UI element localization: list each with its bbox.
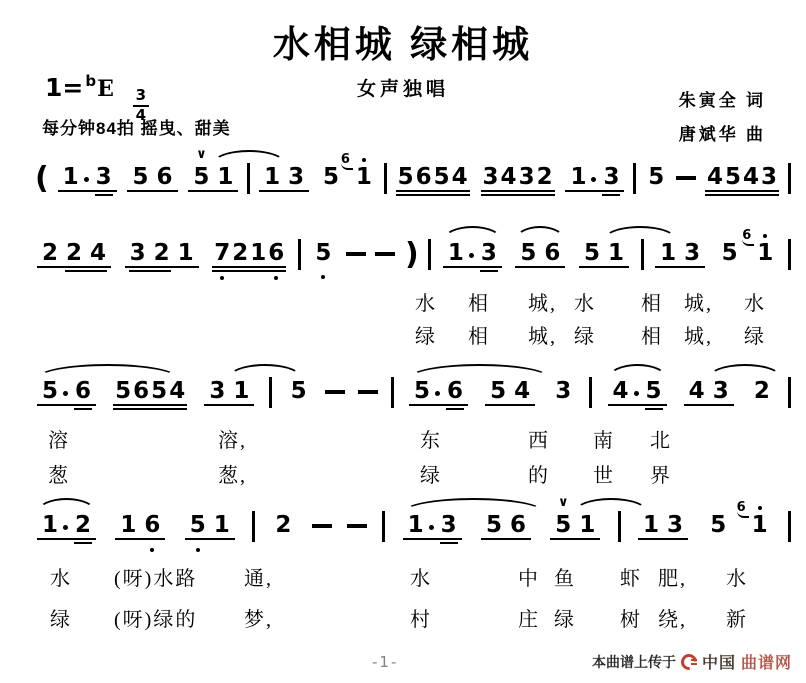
note: 5 bbox=[323, 164, 340, 190]
lyric-syllable: 绿 bbox=[574, 326, 596, 348]
barline bbox=[641, 239, 644, 270]
barline bbox=[391, 377, 394, 408]
sustain-dash bbox=[347, 524, 367, 528]
sixteenth-beam bbox=[65, 270, 107, 272]
note: 3 bbox=[603, 164, 620, 190]
note: 1 bbox=[42, 512, 59, 538]
sustain-dash bbox=[375, 252, 395, 256]
note: 5 bbox=[42, 378, 59, 404]
beam-group bbox=[513, 242, 567, 273]
barline bbox=[788, 511, 791, 542]
beam-group bbox=[483, 380, 537, 411]
performance-type: 女声独唱 bbox=[356, 79, 449, 100]
lyric-syllable: 北 bbox=[650, 430, 672, 452]
note-token bbox=[550, 380, 576, 411]
barline bbox=[633, 163, 636, 194]
slur-arc bbox=[409, 364, 550, 378]
note-token bbox=[742, 228, 778, 273]
beam-group bbox=[257, 166, 311, 197]
parenthesis: ( bbox=[35, 160, 49, 196]
beam-group bbox=[653, 242, 707, 273]
note-token bbox=[310, 242, 336, 273]
beam-group bbox=[548, 495, 602, 545]
barline bbox=[618, 511, 621, 542]
lyric-syllable: 水 bbox=[744, 293, 766, 315]
beam-group bbox=[113, 514, 167, 545]
note: 3 bbox=[666, 512, 683, 538]
note-token bbox=[286, 380, 312, 411]
note: 2 bbox=[753, 378, 770, 404]
note: 6 bbox=[268, 242, 284, 265]
high-octave-dot bbox=[758, 506, 762, 510]
lyric-syllable: 的 bbox=[528, 465, 550, 487]
beam-group bbox=[479, 166, 557, 197]
note: 1 bbox=[642, 512, 659, 538]
note: 2 bbox=[275, 512, 292, 538]
lyric-syllable: 绿 bbox=[420, 465, 442, 487]
lyric-syllable: 葱 bbox=[48, 465, 70, 487]
note: 5 bbox=[645, 378, 662, 404]
dot-after bbox=[63, 391, 68, 396]
note: 2 bbox=[75, 512, 92, 538]
note: 5 bbox=[290, 378, 307, 404]
low-octave-dot bbox=[220, 276, 224, 280]
note: 3 bbox=[95, 164, 112, 190]
note: 5 bbox=[315, 242, 331, 265]
note: 2 bbox=[42, 240, 59, 266]
dot-after bbox=[591, 177, 596, 182]
expression-marking: 摇曳、甜美 bbox=[140, 119, 231, 138]
barline bbox=[788, 163, 791, 194]
note: 3 bbox=[760, 164, 777, 190]
note: 5 bbox=[397, 164, 414, 190]
sustain-dash bbox=[312, 524, 332, 528]
note-token bbox=[270, 514, 296, 545]
note: 3 bbox=[684, 240, 701, 266]
beam-group bbox=[56, 166, 119, 197]
note: 3 bbox=[518, 164, 535, 190]
note: 1 bbox=[177, 240, 194, 266]
sustain-dash bbox=[358, 390, 378, 394]
beam-group bbox=[125, 166, 179, 197]
note: 4 bbox=[169, 378, 186, 404]
lyric-syllable: 通, bbox=[244, 568, 273, 590]
sixteenth-beam bbox=[440, 542, 458, 544]
lyric-syllable: 梦, bbox=[244, 609, 273, 631]
slur-arc bbox=[37, 364, 178, 378]
note: 3 bbox=[555, 378, 572, 404]
lyric-syllable: 相 bbox=[641, 326, 663, 348]
note: 4 bbox=[706, 164, 723, 190]
music-line-1 bbox=[35, 147, 791, 197]
lyric-syllable: 水 bbox=[726, 568, 748, 590]
music-line-4 bbox=[35, 495, 791, 545]
note: 1 bbox=[217, 164, 234, 190]
note: 3 bbox=[288, 164, 305, 190]
slur-arc bbox=[228, 364, 302, 378]
lyric-syllable: 城, bbox=[684, 293, 713, 315]
upload-note: 本曲谱上传于 bbox=[591, 655, 676, 671]
note: 4 bbox=[688, 378, 705, 404]
barline bbox=[788, 239, 791, 270]
beam-group bbox=[210, 242, 288, 273]
slur-arc bbox=[443, 226, 502, 240]
note: 4 bbox=[90, 240, 107, 266]
note-token bbox=[318, 166, 344, 197]
time-signature-denominator: 4 bbox=[135, 105, 147, 124]
note: 3 bbox=[480, 240, 497, 266]
note: 4 bbox=[612, 378, 629, 404]
site-logo-icon bbox=[681, 654, 697, 670]
barline bbox=[247, 163, 250, 194]
slur-arc bbox=[708, 364, 782, 378]
note: 1 6 bbox=[340, 152, 372, 190]
note: 6 bbox=[156, 164, 173, 190]
lyric-syllable: 城, bbox=[684, 326, 713, 348]
lyricist: 朱寅全 词 bbox=[678, 91, 766, 110]
barline bbox=[269, 377, 272, 408]
lyric-syllable: 相 bbox=[468, 326, 490, 348]
sixteenth-beam bbox=[446, 408, 464, 410]
note: 1 6 bbox=[736, 500, 768, 538]
lyric-syllable: 中 bbox=[518, 568, 540, 590]
note: 5 bbox=[190, 514, 206, 537]
note: 1 bbox=[233, 378, 250, 404]
lyric-syllable: 世 bbox=[593, 465, 615, 487]
note-token bbox=[736, 500, 773, 545]
lyric-syllable: 庄 bbox=[518, 609, 540, 631]
dot-after bbox=[469, 253, 474, 258]
low-octave-dot bbox=[150, 548, 154, 552]
sixteenth-beam bbox=[480, 270, 498, 272]
beam-group bbox=[186, 147, 240, 197]
note: 5 ∨ bbox=[555, 495, 572, 538]
barline bbox=[589, 377, 592, 408]
lyric-syllable: 绿 bbox=[415, 326, 437, 348]
note-token bbox=[749, 380, 775, 411]
dot-after bbox=[84, 177, 89, 182]
note: 4 bbox=[500, 164, 517, 190]
lyric-syllable: 绿 bbox=[50, 609, 72, 631]
lyric-syllable: 界 bbox=[650, 465, 672, 487]
beam-group bbox=[441, 242, 504, 273]
note-token bbox=[705, 514, 731, 545]
sustain-dash bbox=[676, 176, 696, 180]
low-octave-dot bbox=[274, 276, 278, 280]
sixteenth-beam bbox=[74, 542, 92, 544]
lyric-syllable: (呀)绿的 bbox=[114, 609, 198, 631]
sustain-dash bbox=[346, 252, 366, 256]
sixteenth-beam bbox=[645, 408, 663, 410]
note: 7 bbox=[214, 242, 230, 265]
note: 2 bbox=[66, 240, 83, 266]
note: 5 bbox=[490, 378, 507, 404]
note: 4 bbox=[451, 164, 468, 190]
note: 6 bbox=[509, 512, 526, 538]
high-octave-dot bbox=[362, 158, 366, 162]
breath-mark-icon: ∨ bbox=[558, 495, 569, 510]
lyric-syllable: (呀)水路 bbox=[114, 568, 198, 590]
note: 6 bbox=[144, 514, 160, 537]
lyric-syllable: 葱, bbox=[218, 465, 247, 487]
note: 6 bbox=[133, 378, 150, 404]
note: 2 bbox=[153, 240, 170, 266]
note: 1 bbox=[250, 240, 267, 266]
low-octave-dot bbox=[321, 275, 325, 279]
barline bbox=[298, 239, 301, 270]
note: 5 bbox=[724, 164, 741, 190]
credits bbox=[679, 84, 766, 152]
beam-group bbox=[123, 242, 201, 273]
note: 5 bbox=[721, 240, 738, 266]
lyric-syllable: 东 bbox=[420, 430, 442, 452]
beam-group bbox=[183, 514, 237, 545]
beam-group bbox=[35, 514, 98, 545]
lyric-syllable: 城, bbox=[528, 293, 557, 315]
note: 1 bbox=[120, 512, 137, 538]
sixteenth-beam bbox=[129, 270, 171, 272]
barline bbox=[384, 163, 387, 194]
lyric-syllable: 南 bbox=[593, 430, 615, 452]
high-octave-dot bbox=[763, 234, 767, 238]
note: 6 bbox=[415, 164, 432, 190]
tempo-bpm: 每分钟84拍 bbox=[42, 119, 135, 138]
beam-group bbox=[682, 380, 736, 411]
lyric-syllable: 新 bbox=[726, 609, 748, 631]
dot-after bbox=[435, 391, 440, 396]
lyric-syllable: 溶, bbox=[218, 430, 247, 452]
dot-after bbox=[429, 525, 434, 530]
breath-mark-icon: ∨ bbox=[196, 147, 207, 162]
lyric-syllable: 城, bbox=[528, 326, 557, 348]
grace-note: 6 bbox=[737, 500, 749, 518]
beam-group bbox=[479, 514, 533, 545]
slur-arc bbox=[603, 226, 677, 240]
note: 6 bbox=[447, 378, 464, 404]
sustain-dash bbox=[325, 390, 345, 394]
note: 5 ∨ bbox=[193, 147, 210, 190]
note: 4 bbox=[514, 378, 531, 404]
lyric-syllable: 西 bbox=[528, 430, 550, 452]
note: 5 bbox=[485, 512, 502, 538]
note: 5 bbox=[520, 240, 537, 266]
note: 1 bbox=[407, 512, 424, 538]
low-octave-dot bbox=[196, 548, 200, 552]
lyric-syllable: 村 bbox=[410, 609, 432, 631]
lyric-syllable: 绿 bbox=[744, 326, 766, 348]
beam-group bbox=[563, 166, 626, 197]
composer: 唐斌华 曲 bbox=[678, 125, 766, 144]
flat-sign: b bbox=[85, 72, 97, 90]
note: 5 bbox=[115, 378, 132, 404]
page-number: -1- bbox=[372, 653, 399, 671]
beam-group bbox=[202, 380, 256, 411]
lyric-syllable: 绿 bbox=[554, 609, 576, 631]
dot-after bbox=[634, 391, 639, 396]
music-line-3 bbox=[35, 377, 791, 411]
note: 5 bbox=[433, 164, 450, 190]
beam-group bbox=[35, 242, 113, 273]
sixteenth-beam bbox=[95, 194, 113, 196]
note: 1 bbox=[570, 164, 587, 190]
lyric-syllable: 水 bbox=[415, 293, 437, 315]
note: 1 bbox=[660, 240, 677, 266]
song-title: 水相城 绿相城 bbox=[272, 24, 534, 65]
note: 5 bbox=[132, 164, 149, 190]
note-token bbox=[643, 166, 669, 197]
note: 5 bbox=[648, 164, 665, 190]
slur-arc bbox=[574, 498, 648, 512]
beam-group bbox=[401, 514, 464, 545]
lyric-syllable: 鱼 bbox=[554, 568, 576, 590]
grace-note: 6 bbox=[742, 228, 754, 246]
note: 3 bbox=[440, 512, 457, 538]
site-attribution bbox=[592, 650, 792, 673]
slur-arc bbox=[515, 226, 565, 240]
note: 1 6 bbox=[742, 228, 774, 266]
note: 1 bbox=[264, 164, 281, 190]
note: 3 bbox=[712, 378, 729, 404]
key-note: E bbox=[97, 76, 114, 102]
beam-group bbox=[577, 242, 631, 273]
slur-arc bbox=[403, 498, 544, 512]
beam-group bbox=[636, 514, 690, 545]
beam-group bbox=[703, 166, 781, 197]
note: 1 bbox=[62, 164, 79, 190]
beam-group bbox=[35, 380, 98, 411]
note: 4 bbox=[742, 164, 759, 190]
note: 1 bbox=[213, 512, 230, 538]
lyric-syllable: 绕, bbox=[658, 609, 687, 631]
tempo-marking bbox=[42, 114, 231, 139]
note: 5 bbox=[151, 378, 168, 404]
note: 6 bbox=[544, 240, 561, 266]
lyric-syllable: 树 bbox=[620, 609, 642, 631]
barline bbox=[382, 511, 385, 542]
lyric-syllable: 溶 bbox=[48, 430, 70, 452]
note: 3 bbox=[129, 240, 146, 266]
beam-group bbox=[111, 380, 189, 411]
note: 3 bbox=[482, 164, 499, 190]
lyric-syllable: 肥, bbox=[658, 568, 687, 590]
note-token bbox=[340, 152, 377, 197]
slur-arc bbox=[37, 498, 96, 512]
sixteenth-beam bbox=[74, 408, 92, 410]
grace-note: 6 bbox=[341, 152, 353, 170]
note: 5 bbox=[583, 240, 600, 266]
slur-arc bbox=[212, 150, 286, 164]
lyric-syllable: 水 bbox=[410, 568, 432, 590]
note: 2 bbox=[232, 240, 249, 266]
lyric-syllable: 相 bbox=[641, 293, 663, 315]
note: 5 bbox=[710, 512, 727, 538]
lyric-syllable: 水 bbox=[574, 293, 596, 315]
lyric-syllable: 相 bbox=[468, 293, 490, 315]
beam-group bbox=[394, 166, 472, 197]
barline bbox=[788, 377, 791, 408]
beam-group bbox=[606, 380, 669, 411]
barline bbox=[428, 239, 431, 270]
note: 6 bbox=[75, 378, 92, 404]
note: 5 bbox=[414, 378, 431, 404]
note: 3 bbox=[209, 378, 226, 404]
note: 2 bbox=[536, 164, 553, 190]
dot-after bbox=[63, 525, 68, 530]
beam-group bbox=[407, 380, 470, 411]
note: 1 bbox=[579, 512, 596, 538]
parenthesis: ) bbox=[405, 236, 419, 272]
barline bbox=[252, 511, 255, 542]
lyric-syllable: 虾 bbox=[620, 568, 642, 590]
lyric-syllable: 水 bbox=[50, 568, 72, 590]
note: 1 bbox=[447, 240, 464, 266]
site-name-secondary: 曲谱网 bbox=[740, 655, 792, 672]
key-prefix: 1= bbox=[45, 73, 84, 102]
site-name-primary: 中国 bbox=[701, 655, 736, 672]
sixteenth-beam bbox=[602, 194, 620, 196]
slur-arc bbox=[608, 364, 667, 378]
note: 1 bbox=[607, 240, 624, 266]
note-token bbox=[717, 242, 743, 273]
time-signature-numerator: 3 bbox=[133, 88, 149, 107]
music-line-2 bbox=[35, 228, 791, 273]
